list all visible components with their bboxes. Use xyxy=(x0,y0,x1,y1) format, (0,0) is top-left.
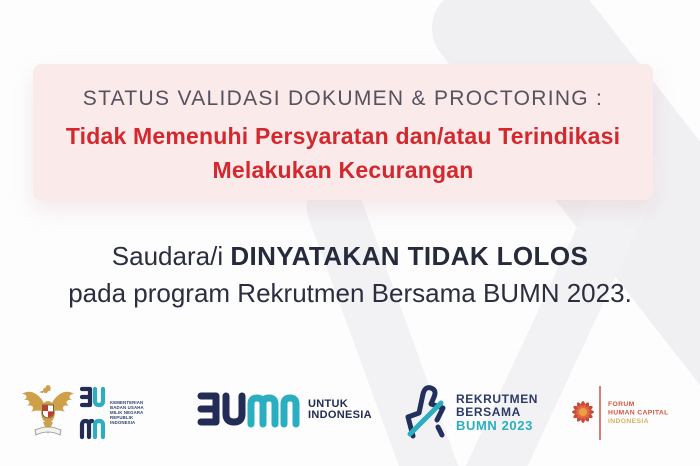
ministry-line: KEMENTERIAN xyxy=(110,400,144,405)
fhci-line2: HUMAN CAPITAL xyxy=(608,408,669,417)
ministry-line: REPUBLIK xyxy=(110,415,134,420)
fhci-flower-icon xyxy=(568,382,604,444)
rekrutmen-star-icon xyxy=(404,382,448,444)
ministry-line: INDONESIA xyxy=(110,420,136,425)
bumn-wordmark-icon xyxy=(196,390,302,430)
garuda-pancasila-icon xyxy=(20,382,76,444)
fhci-line3: INDONESIA xyxy=(608,417,649,425)
ministry-line: BADAN USAHA xyxy=(110,405,144,410)
fhci-text-block xyxy=(608,400,669,426)
pancasila-shield xyxy=(43,405,54,418)
result-verdict: DINYATAKAN TIDAK LOLOS xyxy=(230,241,589,271)
bumn-tagline xyxy=(308,399,372,421)
logo-row xyxy=(0,376,700,452)
rekrutmen-bersama-logo xyxy=(404,382,538,444)
result-line1 xyxy=(0,238,700,275)
result-line2: pada program Rekrutmen Bersama BUMN 2023. xyxy=(68,278,632,308)
ministry-line: MILIK NEGARA xyxy=(110,410,144,415)
kementerian-bumn-logo xyxy=(20,382,157,444)
fhci-line1: FORUM xyxy=(608,400,635,408)
status-heading: STATUS VALIDASI DOKUMEN & PROCTORING : xyxy=(82,87,604,110)
bumn-untuk-indonesia-logo xyxy=(196,390,372,430)
status-message-line2: Melakukan Kecurangan xyxy=(212,157,474,183)
fhci-logo xyxy=(568,382,679,444)
rekrutmen-line1: REKRUTMEN xyxy=(456,392,539,406)
rekrutmen-line3: BUMN 2023 xyxy=(456,418,533,433)
status-alert-box xyxy=(33,64,653,200)
bumn-stacked-wordmark-icon xyxy=(79,385,105,441)
bumn-tagline-line2: INDONESIA xyxy=(308,409,372,421)
rekrutmen-text-block xyxy=(456,393,538,433)
result-message xyxy=(0,238,700,312)
status-message xyxy=(33,119,653,187)
result-prefix: Saudara/i xyxy=(111,241,231,271)
bumn-tagline-line1: UNTUK xyxy=(308,398,348,410)
rekrutmen-line2: BERSAMA xyxy=(456,405,521,419)
status-message-line1: Tidak Memenuhi Persyaratan dan/atau Terindikasi xyxy=(65,123,621,149)
ministry-text-block xyxy=(110,400,144,425)
